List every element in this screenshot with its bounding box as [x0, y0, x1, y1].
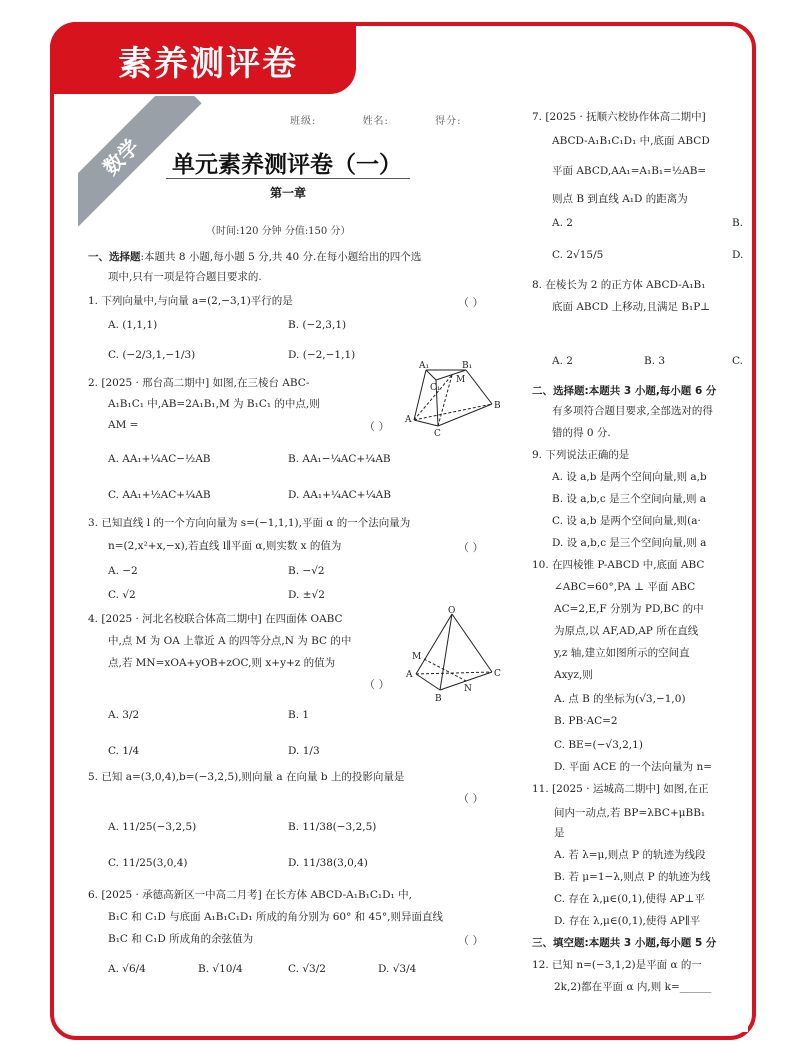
fig2-label-n: N: [464, 684, 472, 694]
q11-option-a: A. 若 λ=μ,则点 P 的轨迹为线段: [554, 849, 706, 861]
tetrahedron-figure: [404, 604, 504, 704]
q4-line1: 4. [2025 · 河北名校联合体高二期中] 在四面体 OABC: [88, 613, 343, 625]
q7-line3: 平面 ABCD,AA₁=A₁B₁=½AB=: [552, 165, 707, 177]
section1-line1: [88, 250, 421, 264]
q8-option-a: A. 2: [552, 355, 573, 367]
q10-line6: Axyz,则: [554, 669, 593, 681]
section2-line2: 有多项符合题目要求,全部选对的得: [552, 405, 713, 417]
chapter-label: 第一章: [270, 186, 307, 200]
q9-option-b: B. 设 a,b,c 是三个空间向量,则 a: [552, 493, 707, 505]
q10-line5: y,z 轴,建立如图所示的空间直: [554, 647, 690, 659]
q2-line3: AM =: [108, 419, 139, 431]
q1-stem: 1. 下列向量中,与向量 a=(2,−3,1)平行的是: [88, 295, 293, 307]
fig2-label-m: M: [412, 652, 422, 662]
exam-title: 单元素养测评卷（一）: [172, 152, 402, 178]
q2-option-d: D. AA₁+¼AC+¼AB: [288, 489, 391, 501]
q7-option-d: D.: [732, 249, 744, 261]
q10-line2: ∠ABC=60°,PA ⊥ 平面 ABC: [554, 581, 696, 593]
q5-option-a: A. 11/25(−3,2,5): [108, 821, 197, 833]
q11-line1: 11. [2025 · 运城高二期中] 如图,在正: [532, 783, 709, 795]
q7-line4: 则点 B 到直线 A₁D 的距离为: [552, 193, 688, 205]
q1-option-b: B. (−2,3,1): [288, 319, 347, 331]
q6-line1: 6. [2025 · 承德高新区一中高二月考] 在长方体 ABCD-A₁B₁C₁D₁ 中,: [88, 889, 412, 901]
q1-answer-paren[interactable]: （ ）: [458, 296, 484, 309]
q11-line3: 是: [554, 827, 565, 839]
fig1-label-c1: C₁: [430, 383, 441, 393]
q7-option-b: B.: [732, 217, 744, 229]
right-column: [532, 96, 748, 1032]
q4-option-a: A. 3/2: [108, 709, 140, 721]
q6-answer-paren[interactable]: （ ）: [458, 934, 484, 947]
q10-option-b: B. PB·AC=2: [554, 715, 618, 727]
class-label: 班级:: [290, 116, 317, 127]
q7-option-a: A. 2: [552, 217, 573, 229]
q11-line2: 间内一动点,若 BP=λBC+μBB₁: [554, 807, 706, 819]
q2-option-a: A. AA₁+¼AC−½AB: [108, 453, 211, 465]
section1-line2: 项中,只有一项是符合题目要求的.: [108, 271, 262, 283]
q8-option-b: B. 3: [644, 355, 666, 367]
fig2-label-a: A: [406, 670, 413, 680]
q10-line1: 10. 在四棱锥 P-ABCD 中,底面 ABC: [532, 559, 705, 571]
q5-option-b: B. 11/38(−3,2,5): [288, 821, 377, 833]
q10-option-c: C. BE=(−√3,2,1): [554, 739, 643, 751]
q2-option-b: B. AA₁−¼AC+¼AB: [288, 453, 391, 465]
q3-line1: 3. 已知直线 l 的一个方向向量为 s=(−1,1,1),平面 α 的一个法向量为: [88, 517, 411, 529]
q6-option-d: D. √3/4: [378, 963, 417, 975]
q2-option-c: C. AA₁+½AC+¼AB: [108, 489, 211, 501]
q7-option-c: C. 2√15/5: [552, 249, 604, 261]
q8-option-c: C.: [732, 355, 743, 367]
banner-title: 素养测评卷: [118, 44, 298, 84]
score-label: 得分:: [435, 116, 462, 127]
q3-option-d: D. ±√2: [288, 589, 325, 601]
section3-heading: 三、填空题:本题共 3 小题,每小题 5 分: [532, 937, 717, 949]
q8-line1: 8. 在棱长为 2 的正方体 ABCD-A₁B₁: [532, 279, 706, 291]
q7-line1: 7. [2025 · 抚顺六校协作体高二期中]: [532, 111, 706, 123]
q5-option-d: D. 11/38(3,0,4): [288, 857, 368, 869]
q10-line3: AC=2,E,F 分别为 PD,BC 的中: [554, 603, 704, 615]
q11-option-c: C. 存在 λ,μ∈(0,1),使得 AP⊥平: [554, 893, 705, 905]
q4-answer-paren[interactable]: （ ）: [364, 678, 390, 691]
q1-option-d: D. (−2,−1,1): [288, 349, 356, 361]
q2-line1: 2. [2025 · 邢台高二期中] 如图,在三棱台 ABC-: [88, 377, 310, 389]
fig1-label-b: B: [494, 401, 501, 411]
name-label: 姓名:: [362, 116, 389, 127]
q9-option-c: C. 设 a,b 是两个空间向量,则(a·: [552, 515, 701, 527]
q11-option-b: B. 若 μ=1−λ,则点 P 的轨迹为线: [554, 871, 711, 883]
subject-ribbon: 数学: [78, 96, 202, 238]
fig2-label-b: B: [435, 694, 442, 704]
q11-option-d: D. 存在 λ,μ∈(0,1),使得 AP∥平: [554, 915, 701, 927]
section2-line3: 错的得 0 分.: [552, 427, 611, 439]
q6-line3: B₁C 和 C₁D 所成角的余弦值为: [108, 933, 254, 945]
q5-option-c: C. 11/25(3,0,4): [108, 857, 188, 869]
q3-option-b: B. −√2: [288, 565, 325, 577]
student-info-line: [290, 112, 504, 127]
q6-option-c: C. √3/2: [288, 963, 326, 975]
q12-line2: 2k,2)都在平面 α 内,则 k=______: [554, 981, 712, 993]
q10-line4: 为原点,以 AF,AD,AP 所在直线: [554, 625, 699, 637]
frustum-figure: [404, 360, 504, 436]
fig2-label-o: O: [448, 606, 456, 616]
q6-option-a: A. √6/4: [108, 963, 146, 975]
exam-paper: [78, 96, 748, 1032]
q9-option-d: D. 设 a,b,c 是三个空间向量,则 a: [552, 537, 707, 549]
q1-option-a: A. (1,1,1): [108, 319, 158, 331]
q6-line2: B₁C 和 C₁D 与底面 A₁B₁C₁D₁ 所成的角分别为 60° 和 45°,则异面直线: [108, 911, 443, 923]
q5-answer-paren[interactable]: （ ）: [458, 792, 484, 805]
q10-option-d: D. 平面 ACE 的一个法向量为 n=: [554, 761, 713, 773]
q4-option-d: D. 1/3: [288, 745, 320, 757]
q6-option-b: B. √10/4: [198, 963, 243, 975]
q9-stem: 9. 下列说法正确的是: [532, 449, 630, 461]
q4-option-b: B. 1: [288, 709, 310, 721]
q7-line2: ABCD-A₁B₁C₁D₁ 中,底面 ABCD: [552, 135, 710, 147]
q1-option-c: C. (−2/3,1,−1/3): [108, 349, 196, 361]
q4-option-c: C. 1/4: [108, 745, 140, 757]
q3-option-a: A. −2: [108, 565, 138, 577]
q5-line1: 5. 已知 a=(3,0,4),b=(−3,2,5),则向量 a 在向量 b 上的投影向量是: [88, 771, 405, 783]
time-score-info: （时间:120 分钟 分值:150 分）: [206, 226, 351, 237]
title-rule: [166, 178, 410, 179]
fig1-label-a1: A₁: [419, 361, 430, 371]
q3-option-c: C. √2: [108, 589, 136, 601]
section1-heading: 一、选择题: [88, 251, 141, 263]
section2-line1: 二、选择题:本题共 3 小题,每小题 6 分: [532, 385, 717, 397]
fig2-label-c: C: [494, 669, 501, 679]
q10-option-a: A. 点 B 的坐标为(√3,−1,0): [554, 693, 686, 705]
q12-line1: 12. 已知 n=(−3,1,2)是平面 α 的一: [532, 959, 702, 971]
q4-line2: 中,点 M 为 OA 上靠近 A 的四等分点,N 为 BC 的中: [108, 635, 352, 647]
fig1-label-a: A: [405, 415, 412, 425]
q9-option-a: A. 设 a,b 是两个空间向量,则 a,b: [552, 471, 707, 483]
q3-line2: n=(2,x²+x,−x),若直线 l∥平面 α,则实数 x 的值为: [108, 540, 342, 552]
q3-answer-paren[interactable]: （ ）: [458, 541, 484, 554]
q2-answer-paren[interactable]: （ ）: [364, 420, 390, 433]
fig1-label-m: M: [456, 375, 466, 385]
q8-line2: 底面 ABCD 上移动,且满足 B₁P⊥: [552, 301, 711, 313]
q4-line3: 点,若 MN=xOA+yOB+zOC,则 x+y+z 的值为: [108, 657, 336, 669]
section1-desc: :本题共 8 小题,每小题 5 分,共 40 分.在每小题给出的四个选: [140, 251, 422, 263]
fig1-label-c: C: [434, 429, 441, 436]
q2-line2: A₁B₁C₁ 中,AB=2A₁B₁,M 为 B₁C₁ 的中点,则: [108, 398, 320, 410]
fig1-label-b1: B₁: [462, 361, 473, 371]
